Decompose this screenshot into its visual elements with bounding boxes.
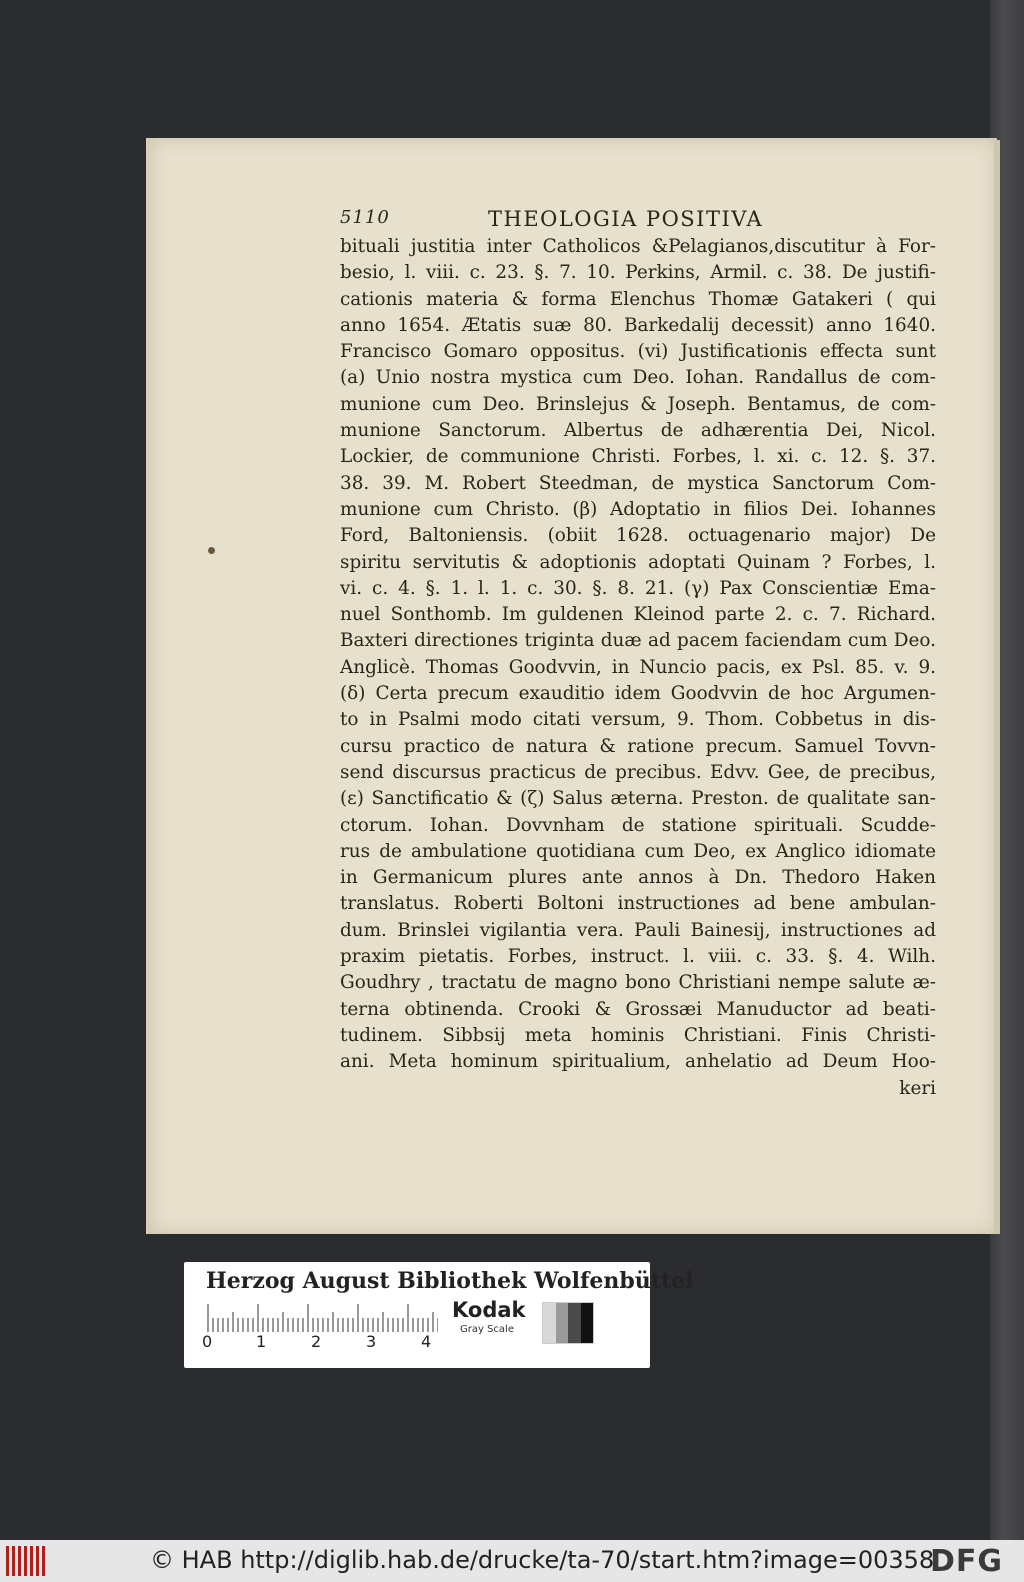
- running-head: THEOLOGIA POSITIVA: [488, 207, 764, 231]
- credit-link[interactable]: © HAB http://diglib.hab.de/drucke/ta-70/start.htm?image=00358: [150, 1546, 935, 1574]
- gray-scale-label: Gray Scale: [460, 1324, 514, 1335]
- text-line: dum. Brinslei vigilantia vera. Pauli Bainesij, instructiones ad: [340, 919, 936, 941]
- ink-spot: [208, 547, 215, 554]
- text-line: to in Psalmi modo citati versum, 9. Thom. Cobbetus in dis-: [340, 709, 936, 731]
- text-line: besio, l. viii. c. 23. §. 7. 10. Perkins, Armil. c. 38. De justifi-: [340, 262, 936, 284]
- text-line: translatus. Roberti Boltoni instructiones ad bene ambulan-: [340, 893, 936, 915]
- text-line: ani. Meta hominum spiritualium, anhelatio ad Deum Hoo-: [340, 1051, 936, 1073]
- footer-bar: [0, 1540, 1024, 1582]
- text-line: rus de ambulatione quotidiana cum Deo, ex Anglico idiomate: [340, 840, 936, 862]
- text-line: munione Sanctorum. Albertus de adhærentia Dei, Nicol.: [340, 420, 936, 442]
- dfg-logo: DFG: [930, 1544, 1004, 1579]
- page-number: 5110: [340, 207, 390, 228]
- text-line: send discursus practicus de precibus. Edvv. Gee, de precibus,: [340, 761, 936, 783]
- text-line: cursu practico de natura & ratione precum. Samuel Tovvn-: [340, 735, 936, 757]
- text-line: (ε) Sanctificatio & (ζ) Salus æterna. Preston. de qualitate san-: [340, 788, 936, 810]
- text-line: praxim pietatis. Forbes, instruct. l. viii. c. 33. §. 4. Wilh.: [340, 946, 936, 968]
- text-line: anno 1654. Ætatis suæ 80. Barkedalij decessit) anno 1640.: [340, 314, 936, 336]
- text-line: Goudhry , tractatu de magno bono Christiani nempe salute æ-: [340, 972, 936, 994]
- text-line: (a) Unio nostra mystica cum Deo. Iohan. Randallus de com-: [340, 367, 936, 389]
- ruler-label: 3: [366, 1332, 377, 1351]
- text-line: Ford, Baltoniensis. (obiit 1628. octuagenario major) De: [340, 525, 936, 547]
- library-name: Herzog August Bibliothek Wolfenbüttel: [206, 1268, 694, 1294]
- kodak-logo: Kodak: [452, 1298, 526, 1322]
- text-line: in Germanicum plures ante annos à Dn. Thedoro Haken: [340, 867, 936, 889]
- color-calibration-bar: [184, 1262, 694, 1368]
- text-line: Francisco Gomaro oppositus. (vi) Justificationis effecta sunt: [340, 341, 936, 363]
- barcode-icon: [6, 1546, 48, 1576]
- body-text: [340, 234, 936, 1102]
- text-line: Anglicè. Thomas Goodvvin, in Nuncio pacis, ex Psl. 85. v. 9.: [340, 656, 936, 678]
- text-line: 38. 39. M. Robert Steedman, de mystica Sanctorum Com-: [340, 472, 936, 494]
- text-line: (δ) Certa precum exauditio idem Goodvvin de hoc Argumen-: [340, 683, 936, 705]
- ruler-label: 2: [311, 1332, 322, 1351]
- text-line: cationis materia & forma Elenchus Thomæ Gatakeri ( qui: [340, 288, 936, 310]
- ruler-label: 1: [256, 1332, 267, 1351]
- text-line: tudinem. Sibbsij meta hominis Christiani. Finis Christi-: [340, 1024, 936, 1046]
- page-header: [340, 207, 940, 235]
- text-line: nuel Sonthomb. Im guldenen Kleinod parte 2. c. 7. Richard.: [340, 604, 936, 626]
- page-edge: [994, 140, 1000, 1234]
- ruler-scale: [206, 1304, 438, 1332]
- text-line: terna obtinenda. Crooki & Grossæi Manuductor ad beati-: [340, 998, 936, 1020]
- ruler-label: 4: [421, 1332, 432, 1351]
- text-line: keri: [899, 1077, 936, 1099]
- text-line: munione cum Deo. Brinslejus & Joseph. Bentamus, de com-: [340, 393, 936, 415]
- ruler-label: 0: [202, 1332, 213, 1351]
- text-line: munione cum Christo. (β) Adoptatio in filios Dei. Iohannes: [340, 498, 936, 520]
- gray-swatch: [542, 1302, 594, 1344]
- text-line: ctorum. Iohan. Dovvnham de statione spirituali. Scudde-: [340, 814, 936, 836]
- text-line: vi. c. 4. §. 1. l. 1. c. 30. §. 8. 21. (γ) Pax Conscientiæ Ema-: [340, 577, 936, 599]
- text-line: bituali justitia inter Catholicos &Pelagianos,discutitur à For-: [340, 236, 936, 257]
- text-line: spiritu servitutis & adoptionis adoptati Quinam ? Forbes, l.: [340, 551, 936, 573]
- text-line: Lockier, de communione Christi. Forbes, l. xi. c. 12. §. 37.: [340, 446, 936, 468]
- text-line: Baxteri directiones triginta duæ ad pacem faciendam cum Deo.: [340, 630, 936, 652]
